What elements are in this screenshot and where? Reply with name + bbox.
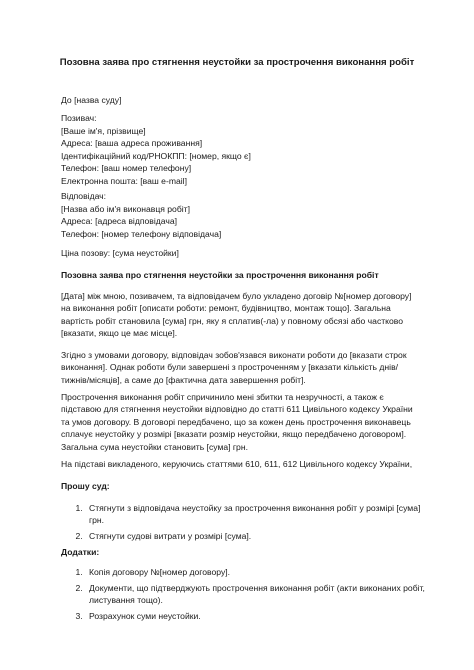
attachments-list bbox=[61, 566, 431, 626]
defendant-address: Адреса: [адреса відповідача] bbox=[61, 216, 178, 227]
list-item: 2. Документи, що підтверджують прострочення виконання робіт (акти виконаних робіт, листування тощо). bbox=[85, 582, 431, 607]
attachments-heading: Додатки: bbox=[61, 547, 100, 557]
claim-subtitle: Позовна заява про стягнення неустойки за прострочення виконання робіт bbox=[61, 270, 379, 280]
defendant-name: [Назва або ім'я виконавця робіт] bbox=[61, 203, 190, 214]
plaintiff-email: Електронна пошта: [ваш e-mail] bbox=[61, 175, 187, 186]
request-list bbox=[61, 502, 431, 546]
plaintiff-block bbox=[61, 112, 427, 188]
paragraph-terms: Згідно з умовами договору, відповідач зобов'язався виконати роботи до [вказати строк виконання]. Однак роботи були завершені з простроченням у [вказати кількість днів/тижнів/місяців], а саме до [фактична дата завершення робіт]. bbox=[61, 350, 407, 385]
paragraph-penalty: Прострочення виконання робіт спричинило мені збитки та незручності, а також є підставою для стягнення неустойки відповідно до статті 611 Цивільного кодексу України та умов договору. В договорі передбачено, що за кожен день прострочення виконавець сплачує неустойку у розмірі [вказати розмір неустойки, якщо передбачено договором]. Загальна сума неустойки становить [сума] грн. bbox=[61, 392, 413, 452]
court-name: До [назва суду] bbox=[61, 95, 122, 105]
list-item: 3. Розрахунок суми неустойки. bbox=[85, 610, 431, 622]
list-item: 1. Копія договору №[номер договору]. bbox=[85, 566, 431, 578]
attachments-heading-line bbox=[61, 546, 427, 559]
plaintiff-label: Позивач: bbox=[61, 113, 97, 123]
claim-price-line bbox=[61, 247, 427, 260]
claim-price: Ціна позову: [сума неустойки] bbox=[61, 248, 179, 258]
defendant-block bbox=[61, 190, 427, 240]
plaintiff-address: Адреса: [ваша адреса проживання] bbox=[61, 138, 203, 149]
paragraph-legal-basis: На підставі викладеного, керуючись статтями 610, 611, 612 Цивільного кодексу України, bbox=[61, 459, 413, 469]
list-item: 1. Стягнути з відповідача неустойку за прострочення виконання робіт у розмірі [сума] грн. bbox=[85, 502, 431, 527]
defendant-label: Відповідач: bbox=[61, 191, 107, 201]
document-title: Позовна заява про стягнення неустойки за прострочення виконання робіт bbox=[59, 57, 415, 68]
list-item: 2. Стягнути судові витрати у розмірі [сума]. bbox=[85, 530, 431, 542]
court-line bbox=[61, 94, 427, 107]
subtitle-line bbox=[61, 269, 427, 282]
request-heading-line bbox=[61, 480, 427, 493]
defendant-phone: Телефон: [номер телефону відповідача] bbox=[61, 228, 222, 239]
plaintiff-phone: Телефон: [ваш номер телефону] bbox=[61, 163, 192, 174]
request-heading: Прошу суд: bbox=[61, 481, 110, 491]
plaintiff-tax-id: Ідентифікаційний код/РНОКПП: [номер, якщо є] bbox=[61, 150, 251, 161]
plaintiff-name: [Ваше ім'я, прізвище] bbox=[61, 125, 146, 136]
paragraph-contract: [Дата] між мною, позивачем, та відповідачем було укладено договір №[номер договору] на виконання робіт [описати роботи: ремонт, будівництво, монтаж тощо]. Загальна вартість робіт становила [сума] грн, яку я сплатив(-ла) у повному обсязі або частково [вказати, якщо це має місце]. bbox=[61, 291, 412, 339]
